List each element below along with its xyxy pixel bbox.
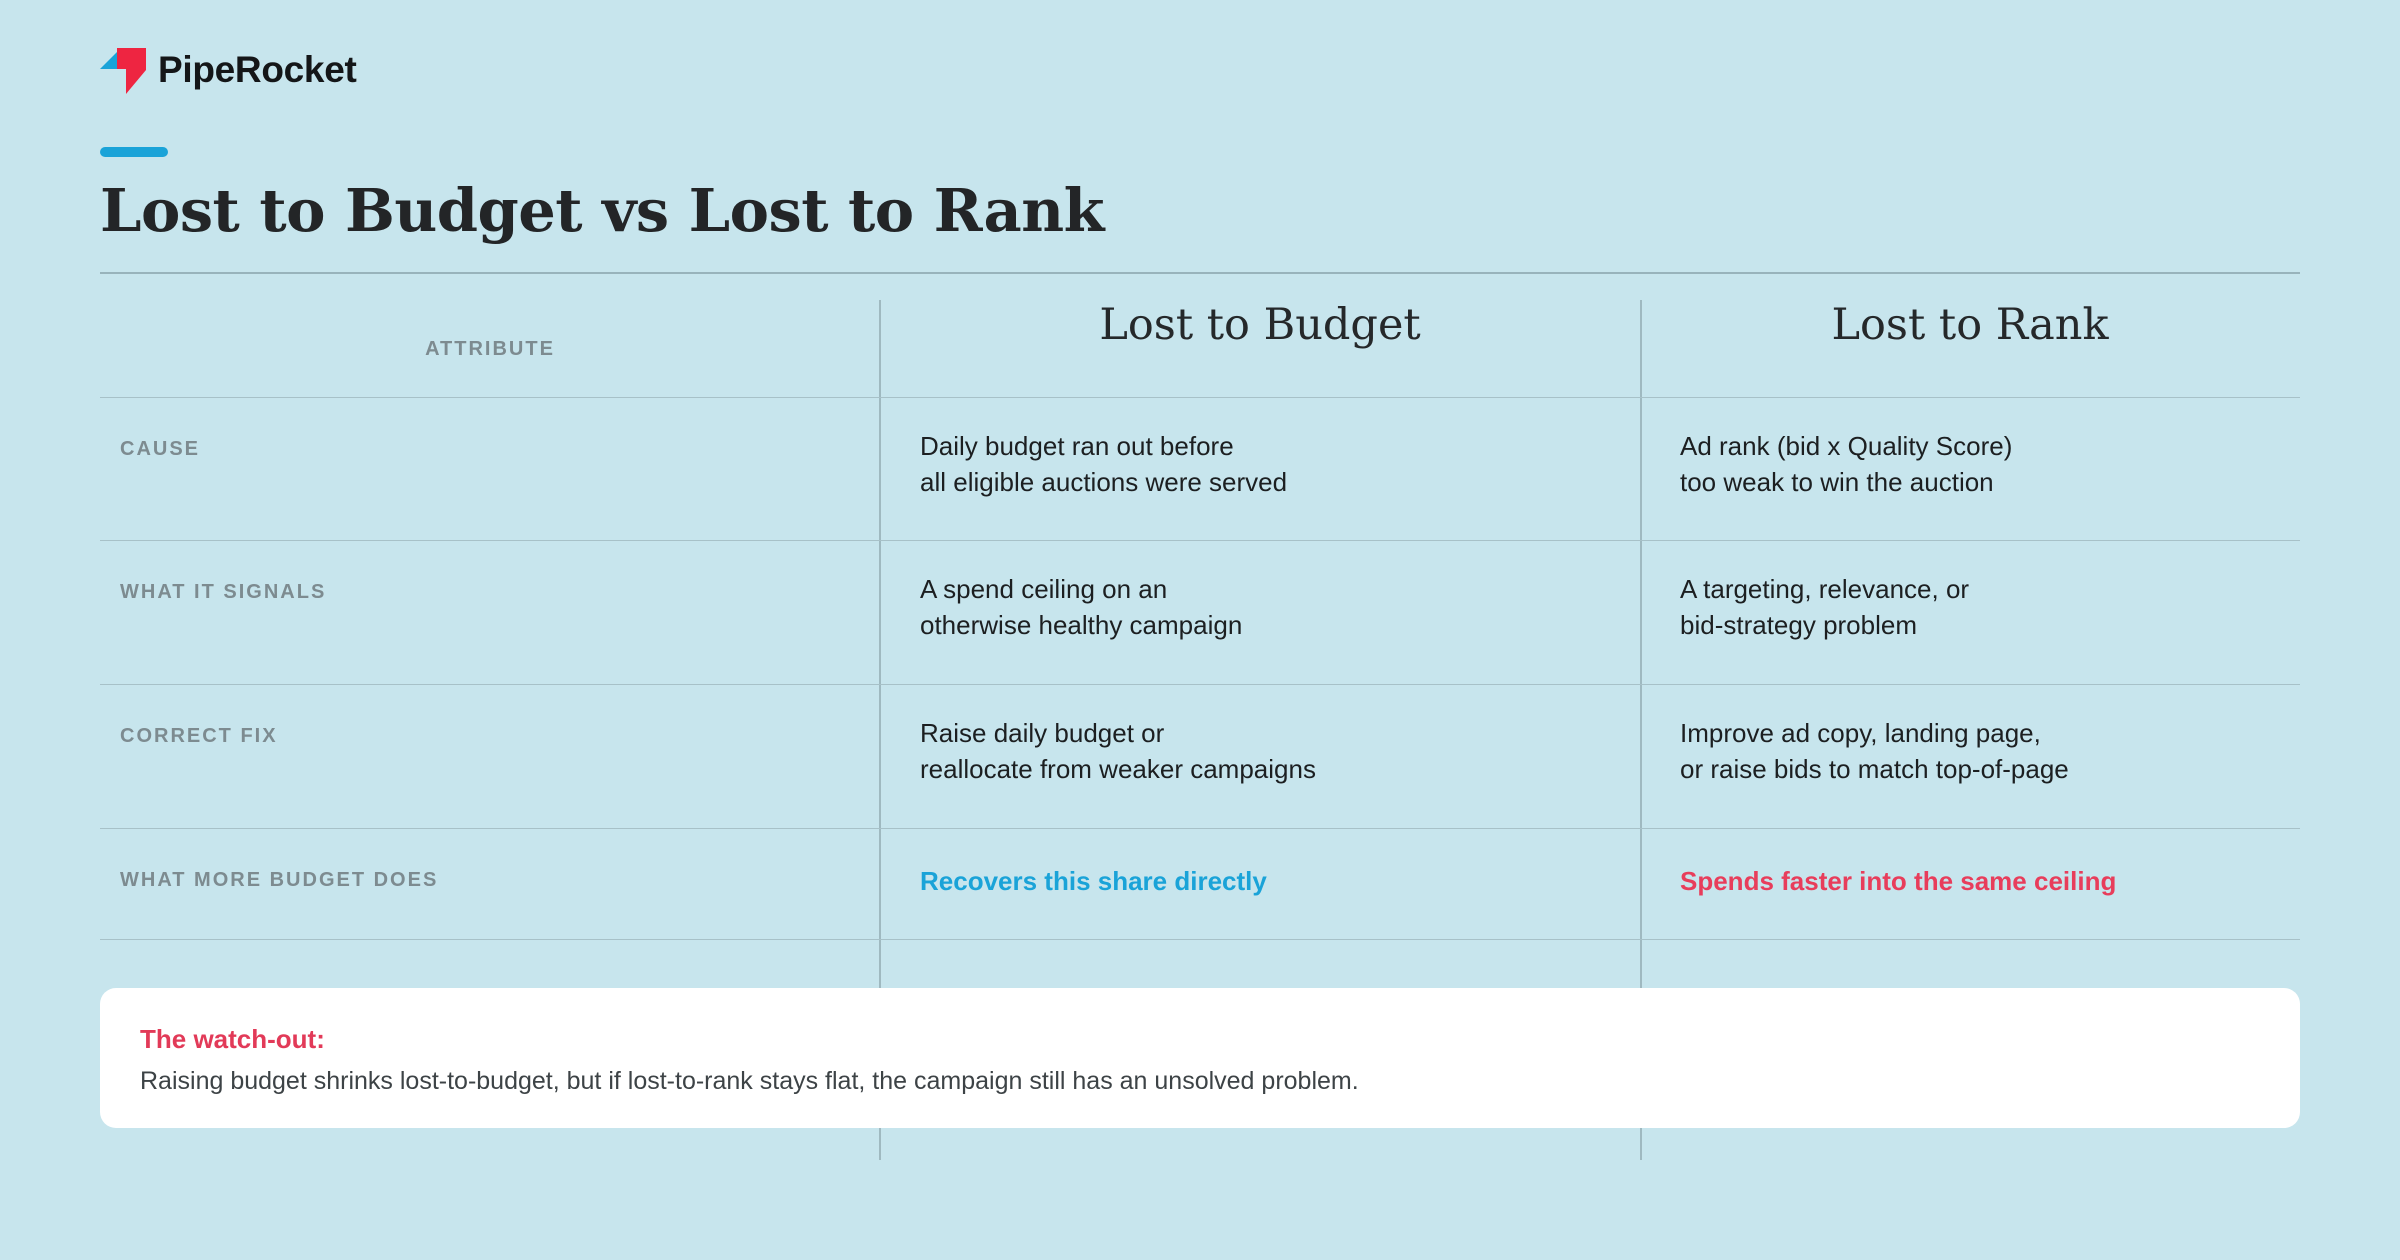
- rank-highlight-cell: [1680, 863, 2116, 899]
- cell-line: Raise daily budget or: [920, 718, 1165, 748]
- cell-line: reallocate from weaker campaigns: [920, 754, 1316, 784]
- budget-cell: [920, 428, 1287, 500]
- cell-line: Ad rank (bid x Quality Score): [1680, 431, 2013, 461]
- title-divider: [100, 272, 2300, 274]
- cell-line: bid-strategy problem: [1680, 610, 1917, 640]
- rank-cell: [1680, 571, 1969, 643]
- cell-line: all eligible auctions were served: [920, 467, 1288, 497]
- callout-label: The watch-out:: [140, 1024, 325, 1054]
- budget-cell: [920, 571, 1242, 643]
- cell-line: Recovers this share directly: [920, 866, 1267, 896]
- cell-line: Improve ad copy, landing page,: [1680, 718, 2041, 748]
- cell-line: A targeting, relevance, or: [1680, 574, 1970, 604]
- table-row-what-it-signals: [100, 541, 2300, 685]
- cell-line: Spends faster into the same ceiling: [1680, 866, 2117, 896]
- cell-line: A spend ceiling on an: [920, 574, 1168, 604]
- brand-logo[interactable]: [100, 46, 357, 94]
- callout-text: Raising budget shrinks lost-to-budget, but if lost-to-rank stays flat, the campaign still has an unsolved problem.: [140, 1067, 1359, 1095]
- rank-cell: [1680, 715, 2069, 787]
- row-label: WHAT MORE BUDGET DOES: [120, 869, 439, 891]
- row-label: CORRECT FIX: [120, 725, 278, 747]
- row-label: WHAT IT SIGNALS: [120, 581, 327, 603]
- cell-line: too weak to win the auction: [1680, 467, 1994, 497]
- page-title: Lost to Budget vs Lost to Rank: [100, 176, 1105, 245]
- row-label: CAUSE: [120, 438, 201, 460]
- lost-to-budget-column-header: Lost to Budget: [1099, 300, 1421, 350]
- budget-cell: [920, 715, 1316, 787]
- budget-highlight-cell: [920, 863, 1267, 899]
- table-row-cause: [100, 398, 2300, 541]
- lost-to-rank-column-header: Lost to Rank: [1831, 300, 2109, 350]
- title-accent-bar: [100, 147, 168, 157]
- piperocket-logo-icon: [100, 46, 146, 94]
- rank-cell: [1680, 428, 2012, 500]
- cell-line: Daily budget ran out before: [920, 431, 1234, 461]
- cell-line: otherwise healthy campaign: [920, 610, 1243, 640]
- table-row-what-more-budget-does: [100, 829, 2300, 940]
- cell-line: or raise bids to match top-of-page: [1680, 754, 2069, 784]
- attribute-column-header: ATTRIBUTE: [425, 338, 555, 360]
- table-row-correct-fix: [100, 685, 2300, 829]
- watch-out-callout: [100, 988, 2300, 1128]
- brand-name: PipeRocket: [158, 49, 357, 90]
- table-header-row: [100, 300, 2300, 398]
